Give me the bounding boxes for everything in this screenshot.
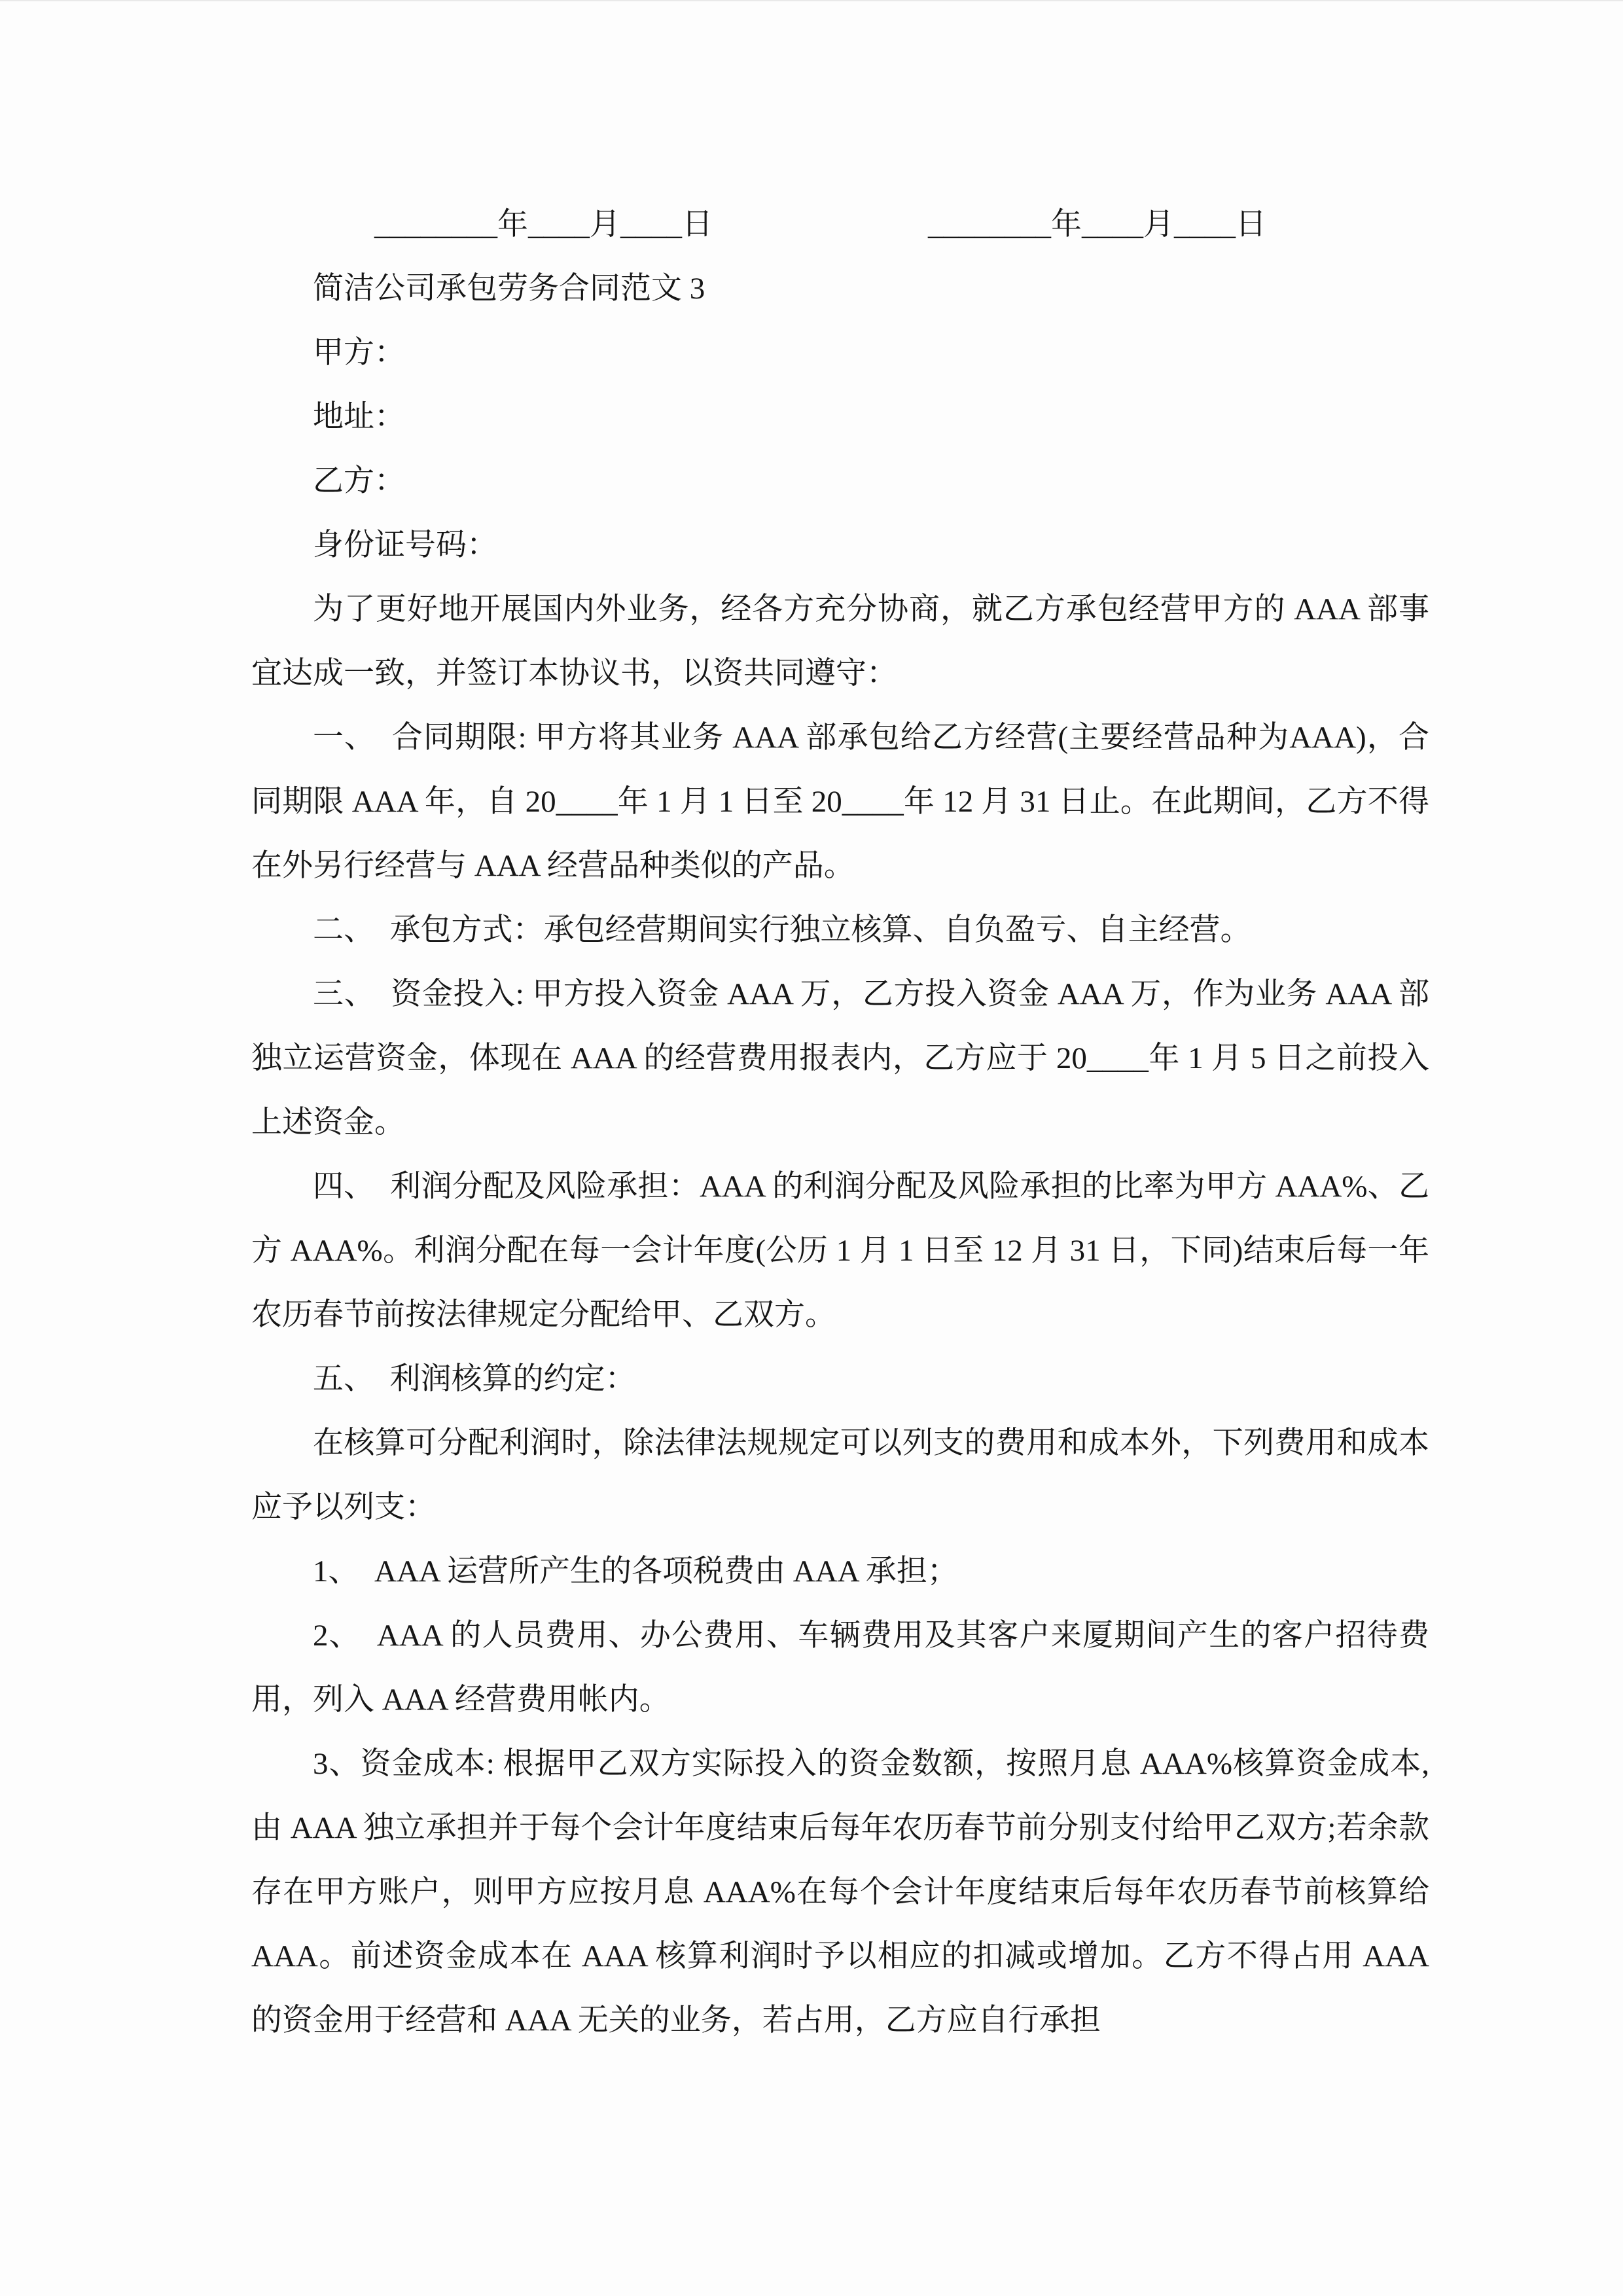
- party-b-label: 乙方：: [313, 464, 405, 498]
- clause-2-contract-method: 二、 承包方式：承包经营期间实行独立核算、自负盈亏、自主经营。: [313, 913, 1251, 947]
- clause-5-profit-accounting: 五、 利润核算的约定：: [313, 1362, 636, 1396]
- address-label: 地址：: [313, 400, 405, 434]
- preamble-paragraph: 为了更好地开展国内外业务，经各方充分协商，就乙方承包经营甲方的 AAA 部事宜达成一致，并签订本协议书，以资共同遵守：: [251, 592, 1429, 691]
- item-1-taxes: 1、 AAA 运营所产生的各项税费由 AAA 承担；: [313, 1554, 958, 1588]
- item-3-capital-cost: 3、资金成本: 根据甲乙双方实际投入的资金数额，按照月息 AAA%核算资金成本,由 AAA 独立承担并于每个会计年度结束后每年农历春节前分别支付给甲乙双方;若余款存在甲方账户，则甲方应按月息 AAA%在每个会计年度结束后每年农历春节前核算给 AAA。前述资金成本在 AAA 核算利润时予以相应的扣减或增加。乙方不得占用 AAA 的资金用于经营和 AAA 无关的业务，若占用，乙方应自行承担: [251, 1747, 1429, 2037]
- date-blank-right: ________年____月____日: [928, 207, 1266, 242]
- document-title: 简洁公司承包劳务合同范文 3: [313, 272, 705, 306]
- clause-1-contract-term: 一、 合同期限: 甲方将其业务 AAA 部承包给乙方经营(主要经营品种为AAA)，合同期限 AAA 年，自 20____年 1 月 1 日至 20____年 12 月 31 日止。在此期间，乙方不得在外另行经营与 AAA 经营品种类似的产品。: [251, 721, 1429, 883]
- id-number-label: 身份证号码：: [313, 528, 497, 562]
- clause-3-capital-investment: 三、 资金投入: 甲方投入资金 AAA 万，乙方投入资金 AAA 万，作为业务 AAA 部独立运营资金，体现在 AAA 的经营费用报表内，乙方应于 20____年 1 月 5 日之前投入上述资金。: [251, 977, 1429, 1139]
- date-line: [251, 192, 1429, 257]
- party-a-label: 甲方：: [313, 336, 405, 370]
- item-2-expenses: 2、 AAA 的人员费用、办公费用、车辆费用及其客户来厦期间产生的客户招待费用，列入 AAA 经营费用帐内。: [251, 1619, 1429, 1717]
- accounting-intro-paragraph: 在核算可分配利润时，除法律法规规定可以列支的费用和成本外，下列费用和成本应予以列支：: [251, 1426, 1429, 1524]
- date-blank-left: ________年____月____日: [374, 207, 713, 242]
- clause-4-profit-distribution: 四、 利润分配及风险承担：AAA 的利润分配及风险承担的比率为甲方 AAA%、乙方 AAA%。利润分配在每一会计年度(公历 1 月 1 日至 12 月 31 日，下同)结束后每一年农历春节前按法律规定分配给甲、乙双方。: [251, 1170, 1429, 1332]
